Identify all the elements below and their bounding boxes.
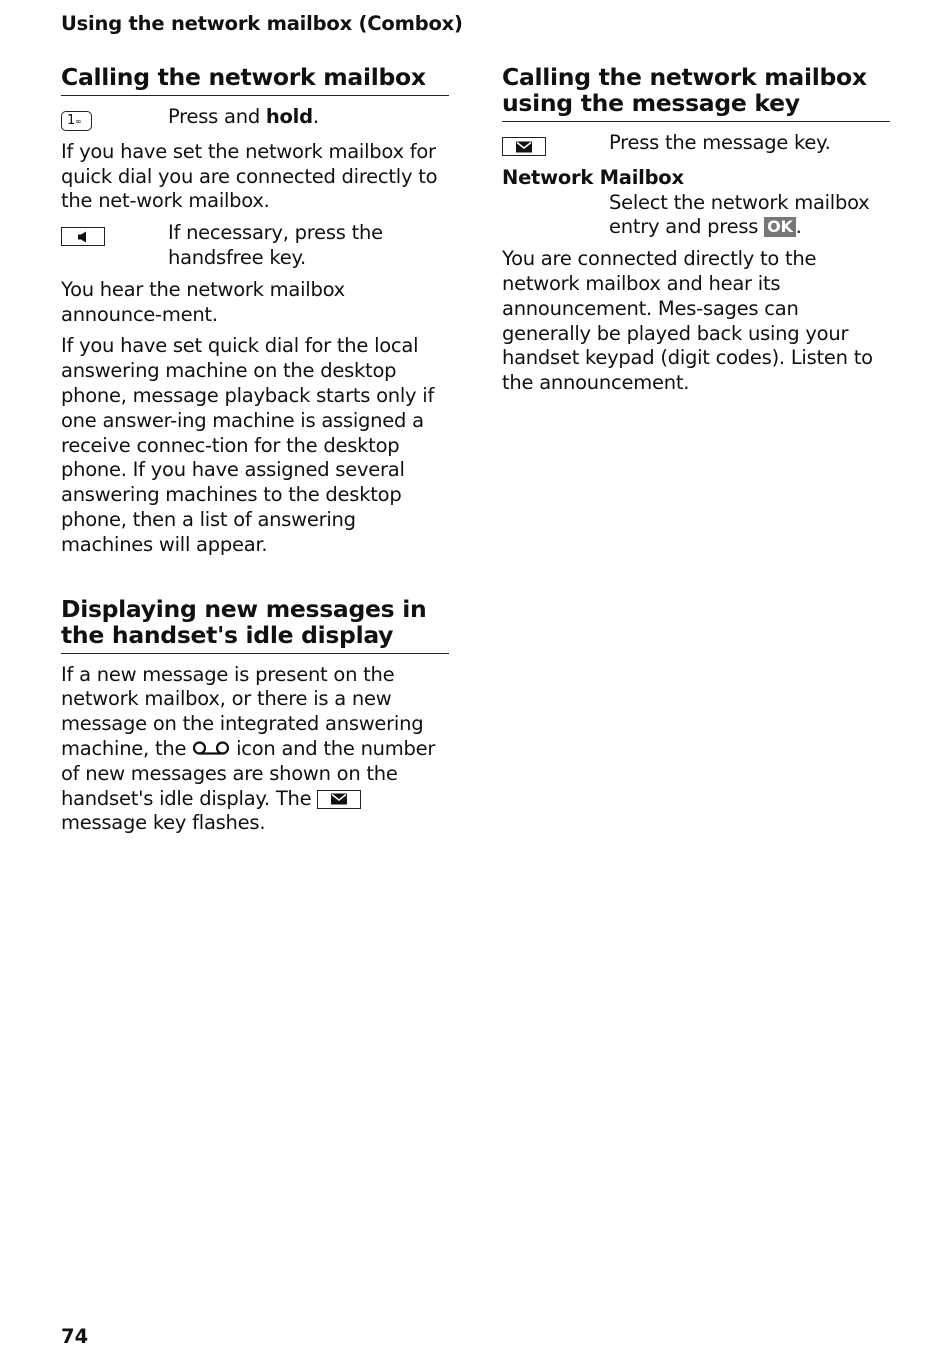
section-title-new-messages: Displaying new messages in the handset's idle display (61, 596, 449, 654)
right-column (502, 64, 890, 396)
section-title-message-key: Calling the network mailbox using the message key (502, 64, 890, 122)
para-new-messages: If a new message is present on the network mailbox, or there is a new message on the integrated answering machine, the icon and the number of new messages are shown on the handset's idle display. The message key flashes. (61, 662, 436, 835)
step-handsfree-text: If necessary, press the handsfree key. (168, 221, 383, 269)
voicemail-icon (192, 740, 230, 756)
handsfree-key-icon (61, 227, 105, 246)
running-header: Using the network mailbox (Combox) (61, 12, 463, 35)
step-select-entry (502, 191, 890, 241)
message-key-icon (317, 790, 361, 809)
left-column (61, 64, 449, 836)
ok-key-icon: OK (764, 217, 796, 237)
para-announcement: You hear the network mailbox announce-ment. (61, 277, 345, 326)
page-number: 74 (61, 1325, 89, 1348)
menu-entry-network-mailbox: Network Mailbox (502, 165, 684, 189)
step-handsfree (61, 221, 449, 271)
step-message-key-text: Press the message key. (609, 131, 831, 154)
step-press-and-hold (61, 105, 449, 133)
para-local-answering-machine: If you have set quick dial for the local answering machine on the desktop phone, message playback starts only if one answer-ing machine is assigned a receive connec-tion for the desktop phone. If you have assigned several answering machines to the desktop phone, then a list of answering machines will appear. (61, 334, 435, 556)
section-title-calling-mailbox: Calling the network mailbox (61, 64, 449, 96)
para-quick-dial: If you have set the network mailbox for quick dial you are connected directly to the net-work mailbox. (61, 139, 438, 213)
step-select-entry-text: Select the network mailbox entry and press OK . (609, 190, 870, 239)
step-press-hold-text: Press and hold. (168, 105, 319, 128)
para-connected-directly: You are connected directly to the network mailbox and hear its announcement. Mes-sages can generally be played back using your handset keypad (digit codes). Listen to the announcement. (502, 247, 873, 395)
message-key-icon (502, 137, 546, 156)
key-1-icon: 1∞ (61, 111, 92, 131)
step-press-message-key (502, 131, 890, 159)
